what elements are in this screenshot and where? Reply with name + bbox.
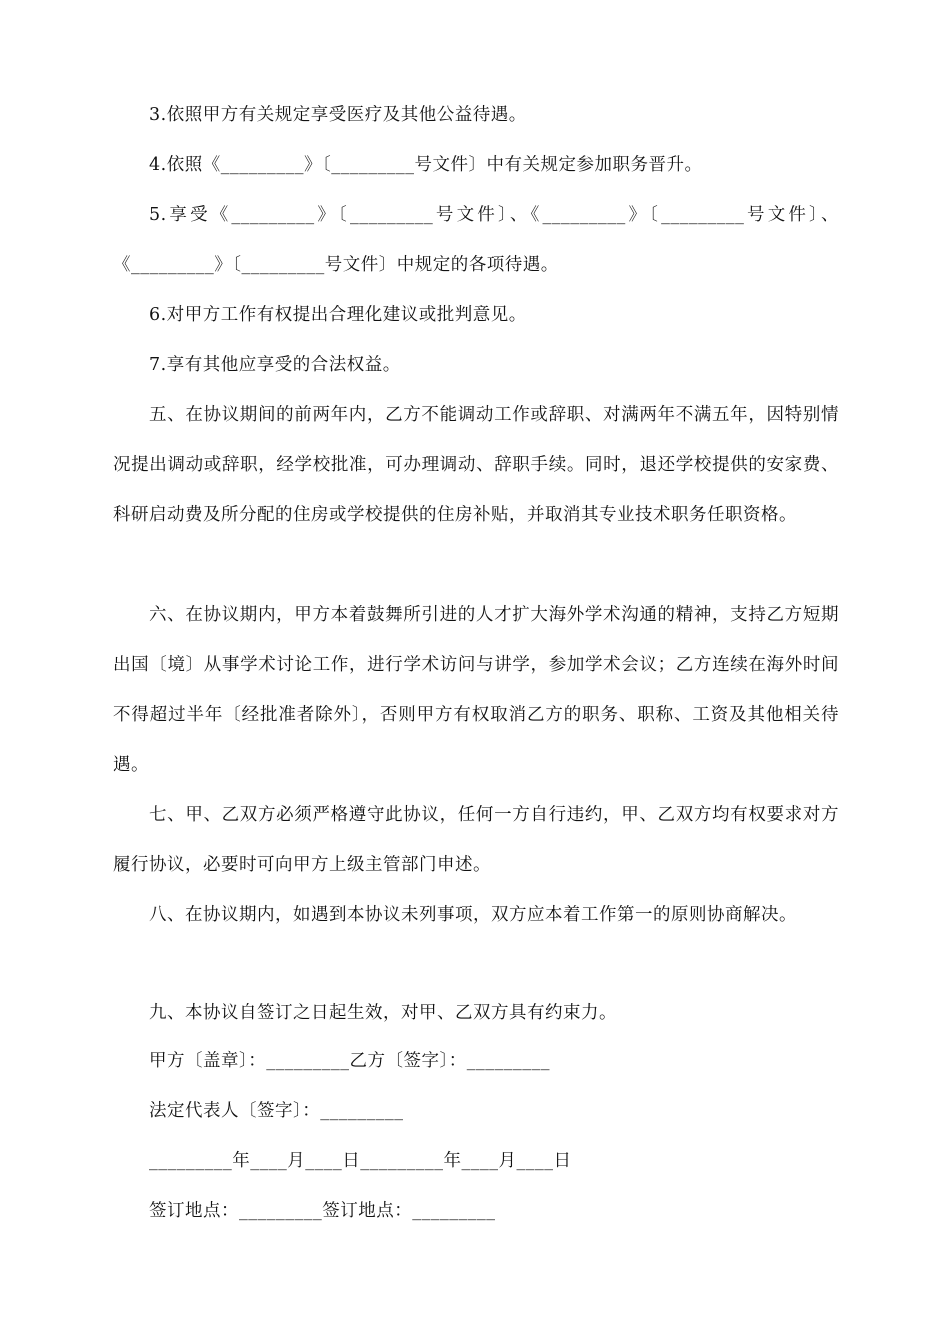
signature-parties: 甲方〔盖章〕：_________乙方〔签字〕：_________	[149, 1051, 550, 1071]
item-4: 4.依照《_________》〔_________号文件〕中有关规定参加职务晋升。	[149, 155, 703, 175]
signature-dates: _________年____月____日_________年____月____日	[149, 1151, 572, 1171]
clause-8: 八、在协议期内，如遇到本协议未列事项，双方应本着工作第一的原则协商解决。	[149, 905, 797, 925]
clause-5: 五、在协议期间的前两年内，乙方不能调动工作或辞职、对满两年不满五年，因特别情况提出调动或辞职，经学校批准，可办理调动、辞职手续。同时，退还学校提供的安家费、科研启动费及所分配的住房或学校提供的住房补贴，并取消其专业技术职务任职资格。	[113, 405, 839, 525]
item-3: 3.依照甲方有关规定享受医疗及其他公益待遇。	[149, 105, 527, 125]
clause-9: 九、本协议自签订之日起生效，对甲、乙双方具有约束力。	[149, 1003, 617, 1023]
clause-7: 七、甲、乙双方必须严格遵守此协议，任何一方自行违约，甲、乙双方均有权要求对方履行协议，必要时可向甲方上级主管部门申述。	[113, 805, 839, 875]
item-6: 6.对甲方工作有权提出合理化建议或批判意见。	[149, 305, 527, 325]
signature-places: 签订地点：_________签订地点：_________	[149, 1201, 496, 1221]
item-5: 5.享受《_________》〔_________号文件〕、《_________》〔_________号文件〕、《_________》〔_________号文件〕中规定的各项待遇。	[113, 205, 839, 275]
signature-legal-rep: 法定代表人〔签字〕：_________	[149, 1101, 404, 1121]
clause-6: 六、在协议期内，甲方本着鼓舞所引进的人才扩大海外学术沟通的精神，支持乙方短期出国〔境〕从事学术讨论工作，进行学术访问与讲学，参加学术会议；乙方连续在海外时间不得超过半年〔经批准者除外〕，否则甲方有权取消乙方的职务、职称、工资及其他相关待遇。	[113, 605, 839, 775]
item-7: 7.享有其他应享受的合法权益。	[149, 355, 401, 375]
